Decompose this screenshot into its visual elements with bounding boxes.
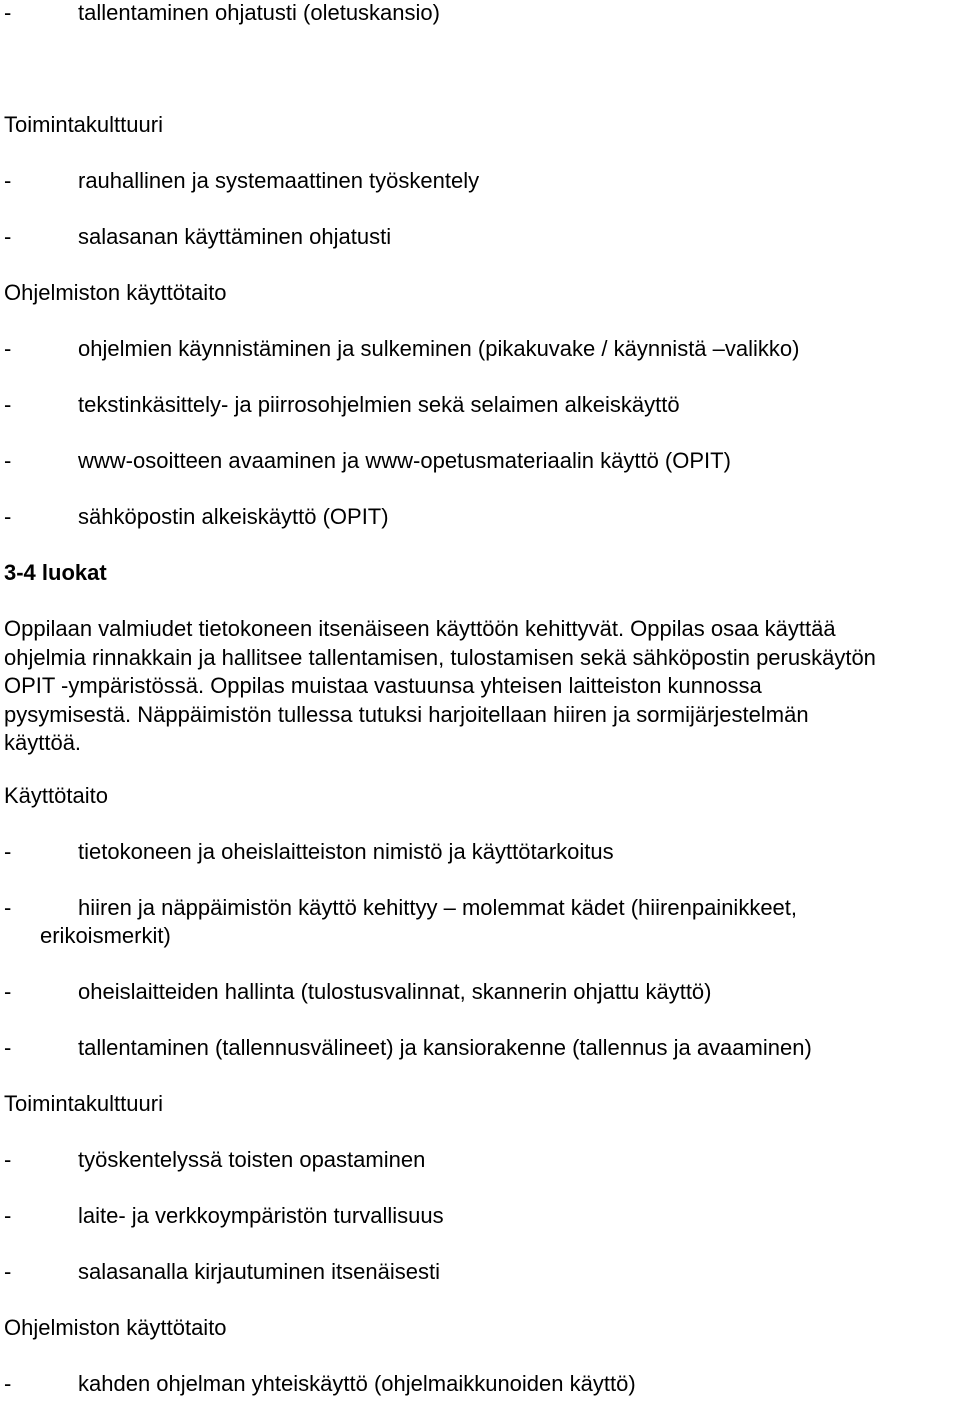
list-item-text: tekstinkäsittely- ja piirrosohjelmien sekä selaimen alkeiskäyttö bbox=[78, 392, 680, 417]
list-dash: - bbox=[4, 839, 12, 864]
list-dash: - bbox=[4, 504, 12, 529]
list-item-text: hiiren ja näppäimistön käyttö kehittyy – molemmat kädet (hiirenpainikkeet, bbox=[78, 895, 798, 920]
paragraph-line: OPIT -ympäristössä. Oppilas muistaa vastuunsa yhteisen laitteiston kunnossa bbox=[4, 673, 762, 698]
list-item-text: oheislaitteiden hallinta (tulostusvalinnat, skannerin ohjattu käyttö) bbox=[78, 979, 712, 1004]
list-dash: - bbox=[4, 448, 12, 473]
list-dash: - bbox=[4, 1035, 12, 1060]
list-item-text: tallentaminen ohjatusti (oletuskansio) bbox=[78, 0, 440, 25]
list-item-text: tietokoneen ja oheislaitteiston nimistö ja käyttötarkoitus bbox=[78, 839, 614, 864]
list-dash: - bbox=[4, 168, 12, 193]
section-heading-kayttotaito: Käyttötaito bbox=[4, 783, 108, 808]
list-item-text: rauhallinen ja systemaattinen työskentely bbox=[78, 168, 480, 193]
list-dash: - bbox=[4, 1203, 12, 1228]
list-item-text: sähköpostin alkeiskäyttö (OPIT) bbox=[78, 504, 389, 529]
list-item-text: työskentelyssä toisten opastaminen bbox=[78, 1147, 426, 1172]
list-dash: - bbox=[4, 1147, 12, 1172]
list-dash: - bbox=[4, 0, 12, 25]
paragraph-line: käyttöä. bbox=[4, 730, 82, 755]
section-heading-ohjelmiston-kayttotaito: Ohjelmiston käyttötaito bbox=[4, 280, 227, 305]
list-dash: - bbox=[4, 392, 12, 417]
list-item-text: ohjelmien käynnistäminen ja sulkeminen (pikakuvake / käynnistä –valikko) bbox=[78, 336, 800, 361]
paragraph-line: ohjelmia rinnakkain ja hallitsee tallentamisen, tulostamisen sekä sähköpostin peruskäytön bbox=[4, 644, 876, 670]
paragraph-line: Oppilaan valmiudet tietokoneen itsenäiseen käyttöön kehittyvät. Oppilas osaa käyttää bbox=[4, 616, 836, 641]
list-dash: - bbox=[4, 224, 12, 249]
list-dash: - bbox=[4, 895, 12, 920]
list-dash: - bbox=[4, 1371, 12, 1396]
list-item-text: kahden ohjelman yhteiskäyttö (ohjelmaikkunoiden käyttö) bbox=[78, 1371, 636, 1396]
list-item-text: salasanan käyttäminen ohjatusti bbox=[78, 224, 392, 249]
section-heading-toimintakulttuuri: Toimintakulttuuri bbox=[4, 1091, 163, 1116]
list-item-text: tallentaminen (tallennusvälineet) ja kansiorakenne (tallennus ja avaaminen) bbox=[78, 1035, 812, 1060]
list-item-text: www-osoitteen avaaminen ja www-opetusmateriaalin käyttö (OPIT) bbox=[78, 448, 731, 473]
paragraph-line: pysymisestä. Näppäimistön tullessa tutuksi harjoitellaan hiiren ja sormijärjestelmän bbox=[4, 701, 809, 727]
grade-description-paragraph bbox=[4, 615, 960, 758]
list-dash: - bbox=[4, 979, 12, 1004]
list-dash: - bbox=[4, 336, 12, 361]
section-heading-toimintakulttuuri: Toimintakulttuuri bbox=[4, 112, 163, 137]
grade-heading: 3-4 luokat bbox=[4, 560, 107, 585]
list-item-continuation: erikoismerkit) bbox=[40, 923, 171, 948]
list-dash: - bbox=[4, 1259, 12, 1284]
list-item-text: laite- ja verkkoympäristön turvallisuus bbox=[78, 1203, 444, 1228]
section-heading-ohjelmiston-kayttotaito: Ohjelmiston käyttötaito bbox=[4, 1315, 227, 1340]
list-item-text: salasanalla kirjautuminen itsenäisesti bbox=[78, 1259, 440, 1284]
